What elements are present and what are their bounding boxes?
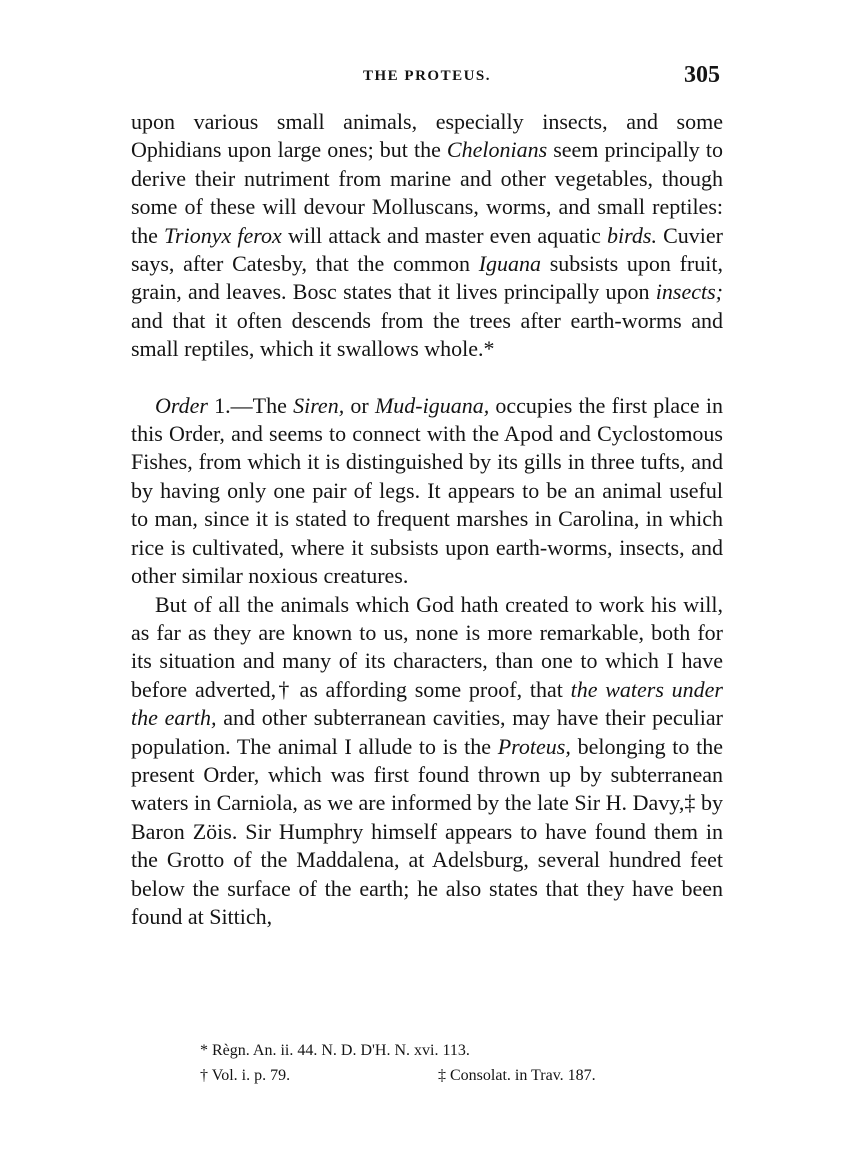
footnote: † Vol. i. p. 79. (200, 1067, 291, 1084)
italic-text: insects; (655, 279, 723, 305)
italic-text: Trionyx ferox (164, 222, 282, 248)
italic-text: Proteus, (497, 733, 571, 759)
text-run: will attack and master even aquatic (281, 222, 608, 248)
text-run: Cuvier says, after Catesby, that the common (131, 222, 723, 277)
text-run: seem principally to derive their nutriment from marine and other vegetables, though some of these will devour Molluscans, worms, and small reptiles: the (131, 137, 723, 248)
text-run: 1.—The (207, 392, 294, 418)
paragraph (131, 392, 723, 591)
italic-text: Mud-iguana, (374, 392, 490, 418)
footnotes (132, 1038, 724, 1088)
running-head (132, 62, 722, 98)
paragraph (131, 108, 723, 364)
text-run: But of all the animals which God hath created to work his will, as far as they are known to us, none is more remarkable, both for its situation and many of its characters, than one to which I have before adverted,† as affording some proof, that (131, 591, 723, 702)
italic-text: Iguana (478, 251, 542, 277)
italic-text: the waters under the earth, (131, 676, 723, 731)
text-run: and that it often descends from the trees after earth-worms and small reptiles, which it swallows whole.* (131, 307, 723, 362)
paragraph (131, 591, 723, 932)
text-run: upon various small animals, especially insects, and some Ophidians upon large ones; but the (131, 109, 723, 163)
italic-text: Chelonians (446, 137, 548, 163)
running-title: THE PROTEUS. (362, 68, 492, 84)
italic-text: birds. (607, 222, 657, 248)
text-run: or (344, 392, 375, 418)
italic-text: Order (155, 392, 208, 418)
footnote: * Règn. An. ii. 44. N. D. D'H. N. xvi. 113. (200, 1042, 470, 1059)
page-number: 305 (684, 62, 720, 88)
footnote: ‡ Consolat. in Trav. 187. (438, 1067, 596, 1084)
text-run: subsists upon fruit, grain, and leaves. Bosc states that it lives principally upon (131, 251, 723, 305)
text-run: occupies the first place in this Order, and seems to connect with the Apod and Cyclostomous Fishes, from which it is distinguished by its gills in three tufts, and by having only one pair of legs. It appears to be an animal useful to man, since it is stated to frequent marshes in Carolina, in which rice is cultivated, where it subsists upon earth-worms, insects, and other similar noxious creatures. (131, 392, 724, 589)
text-run: belonging to the present Order, which was first found thrown up by subterranean waters in Carniola, as we are informed by the late Sir H. Davy,‡ by Baron Zöis. Sir Humphry himself appears to have found them in the Grotto of the Maddalena, at Adelsburg, several hundred feet below the surface of the earth; he also states that they have been found at Sittich, (131, 733, 723, 929)
body-text (131, 108, 723, 931)
text-run: and other subterranean cavities, may have their peculiar population. The animal I allude to is the (131, 705, 723, 759)
italic-text: Siren, (293, 392, 345, 418)
